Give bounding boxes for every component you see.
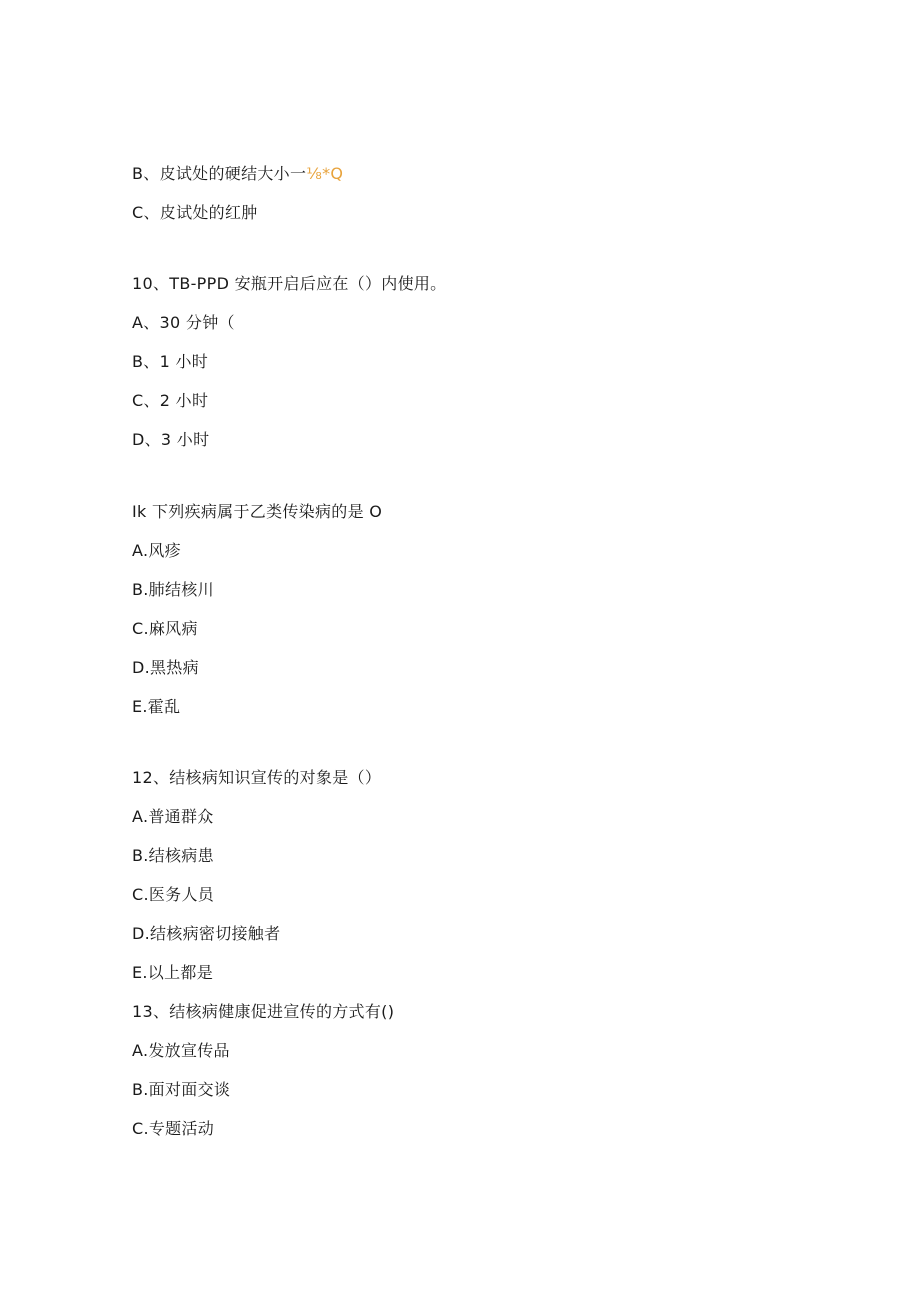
option-13a: A.发放宣传品 bbox=[132, 1041, 230, 1060]
option-13b: B.面对面交谈 bbox=[132, 1080, 231, 1099]
option-11e: E.霍乱 bbox=[132, 697, 181, 716]
option-10b: B、1 小时 bbox=[132, 352, 209, 371]
option-12b: B.结核病患 bbox=[132, 846, 214, 865]
question-12: 12、结核病知识宣传的对象是（） bbox=[132, 768, 382, 787]
option-12d: D.结核病密切接触者 bbox=[132, 924, 281, 943]
option-12e: E.以上都是 bbox=[132, 963, 213, 982]
option-9c: C、皮试处的红肿 bbox=[132, 203, 258, 222]
option-13c: C.专题活动 bbox=[132, 1119, 215, 1138]
option-10a: A、30 分钟（ bbox=[132, 313, 235, 332]
question-13: 13、结核病健康促进宣传的方式有() bbox=[132, 1002, 395, 1021]
garbled-text-fragment: ⅛*Q bbox=[306, 164, 344, 183]
option-11b: B.肺结核川 bbox=[132, 580, 214, 599]
option-11a: A.风疹 bbox=[132, 541, 181, 560]
option-11d: D.黑热病 bbox=[132, 658, 199, 677]
option-10d: D、3 小时 bbox=[132, 430, 210, 449]
option-11c: C.麻风病 bbox=[132, 619, 198, 638]
option-12c: C.医务人员 bbox=[132, 885, 215, 904]
option-12a: A.普通群众 bbox=[132, 807, 214, 826]
option-10c: C、2 小时 bbox=[132, 391, 209, 410]
option-9b: B、皮试处的硬结大小一⅛*Q bbox=[132, 164, 344, 183]
question-11: Ik 下列疾病属于乙类传染病的是 O bbox=[132, 502, 383, 521]
question-10: 10、TB-PPD 安瓶开启后应在（）内使用。 bbox=[132, 274, 447, 293]
